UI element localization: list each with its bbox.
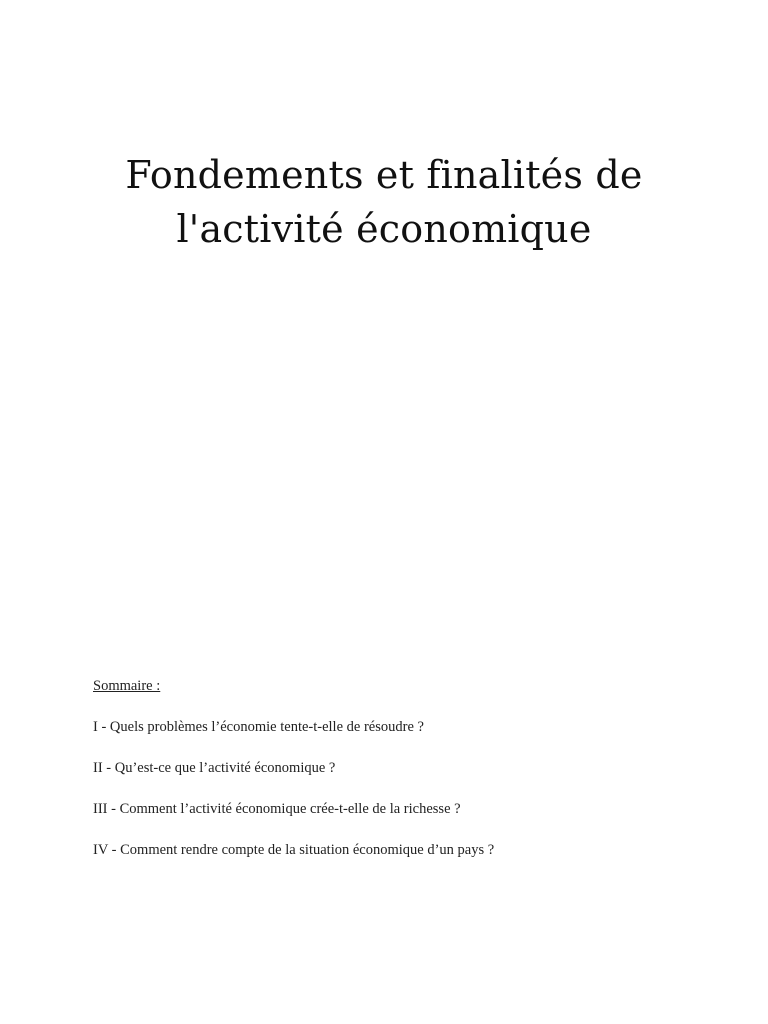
summary-item-2: II - Qu’est-ce que l’activité économique ? <box>93 760 336 776</box>
summary-list <box>93 717 713 860</box>
title-line-2: l'activité économique <box>176 207 592 251</box>
summary-item-3: III - Comment l’activité économique crée-t-elle de la richesse ? <box>93 801 461 817</box>
table-of-contents <box>93 676 713 860</box>
summary-item-1: I - Quels problèmes l’économie tente-t-elle de résoudre ? <box>93 719 424 735</box>
document-title <box>0 148 768 256</box>
title-line-1: Fondements et finalités de <box>125 153 643 197</box>
summary-item-4: IV - Comment rendre compte de la situation économique d’un pays ? <box>93 842 495 858</box>
summary-heading: Sommaire : <box>93 678 161 694</box>
